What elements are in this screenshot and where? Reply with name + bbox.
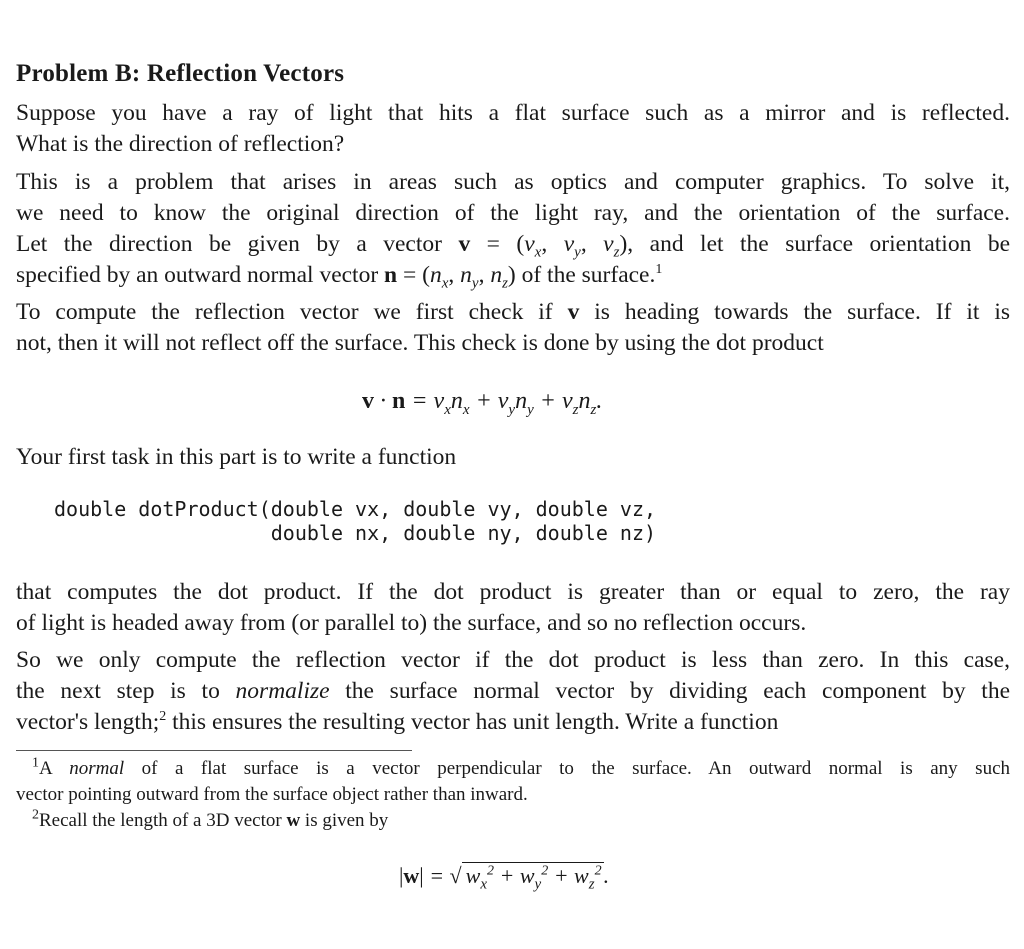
text-line: Suppose you have a ray of light that hits a flat surface such as a mirror and is reflected. xyxy=(16,100,1010,126)
code-line: double nx, double ny, double nz) xyxy=(54,521,657,545)
footnote-1 xyxy=(16,756,1010,808)
text-line: This is a problem that arises in areas such as optics and computer graphics. To solve it, xyxy=(16,169,1010,195)
paragraph-result xyxy=(16,577,1010,639)
text-line: the next step is to normalize the surface normal vector by dividing each component by the xyxy=(16,678,1011,704)
text-line: that computes the dot product. If the dot product is greater than or equal to zero, the ray xyxy=(16,579,1010,605)
text-line: of light is headed away from (or parallel to) the surface, and so no reflection occurs. xyxy=(16,610,807,636)
footnote-line: $^1$A normal of a flat surface is a vector perpendicular to the surface. An outward normal is any such xyxy=(32,755,1010,779)
text-line: Let the direction be given by a vector $v = (v_x$, $v_y$, $v_z$), and let the surface orientation be xyxy=(16,231,1010,261)
paragraph-dot-check xyxy=(16,297,1010,359)
text-line: So we only compute the reflection vector if the dot product is less than zero. In this case, xyxy=(16,647,1010,673)
paragraph-intro xyxy=(16,98,1010,160)
paragraph-task xyxy=(16,442,1010,473)
text-line: To compute the reflection vector we first check if v is heading towards the surface. If it is xyxy=(16,299,1011,325)
code-line: double dotProduct(double vx, double vy, double vz, xyxy=(54,497,657,521)
section-title: Problem B: Reflection Vectors xyxy=(16,60,345,87)
paragraph-normalize xyxy=(16,645,1010,738)
text-line: we need to know the original direction of the light ray, and the orientation of the surface. xyxy=(16,200,1010,226)
paragraph-problem xyxy=(16,167,1010,291)
footnote-line: $^2$Recall the length of a 3D vector w is given by xyxy=(32,807,389,831)
code-block xyxy=(54,497,656,545)
text-line: not, then it will not reflect off the surface. This check is done by using the dot product xyxy=(16,330,824,356)
footnote-divider xyxy=(16,750,412,751)
text-line: Your first task in this part is to write a function xyxy=(16,444,457,470)
emphasis-normalize: normalize xyxy=(235,678,330,704)
text-line: What is the direction of reflection? xyxy=(16,131,345,157)
text-line: vector's length;$^2$ this ensures the resulting vector has unit length. Write a function xyxy=(16,709,779,735)
text-line: specified by an outward normal vector $n = (n_x$, $n_y$, $n_z$) of the surface.$^1$ xyxy=(16,262,663,292)
footnote-line: vector pointing outward from the surface object rather than inward. xyxy=(16,784,528,805)
footnote-2 xyxy=(16,808,1010,834)
vector-length-equation: |w| = √ $w_x^2 + w_y^2 + w_z^2$. xyxy=(399,863,610,893)
dot-product-equation: $v \cdot n = v_xn_x + v_yn_y + v_zn_z$. xyxy=(362,388,603,418)
